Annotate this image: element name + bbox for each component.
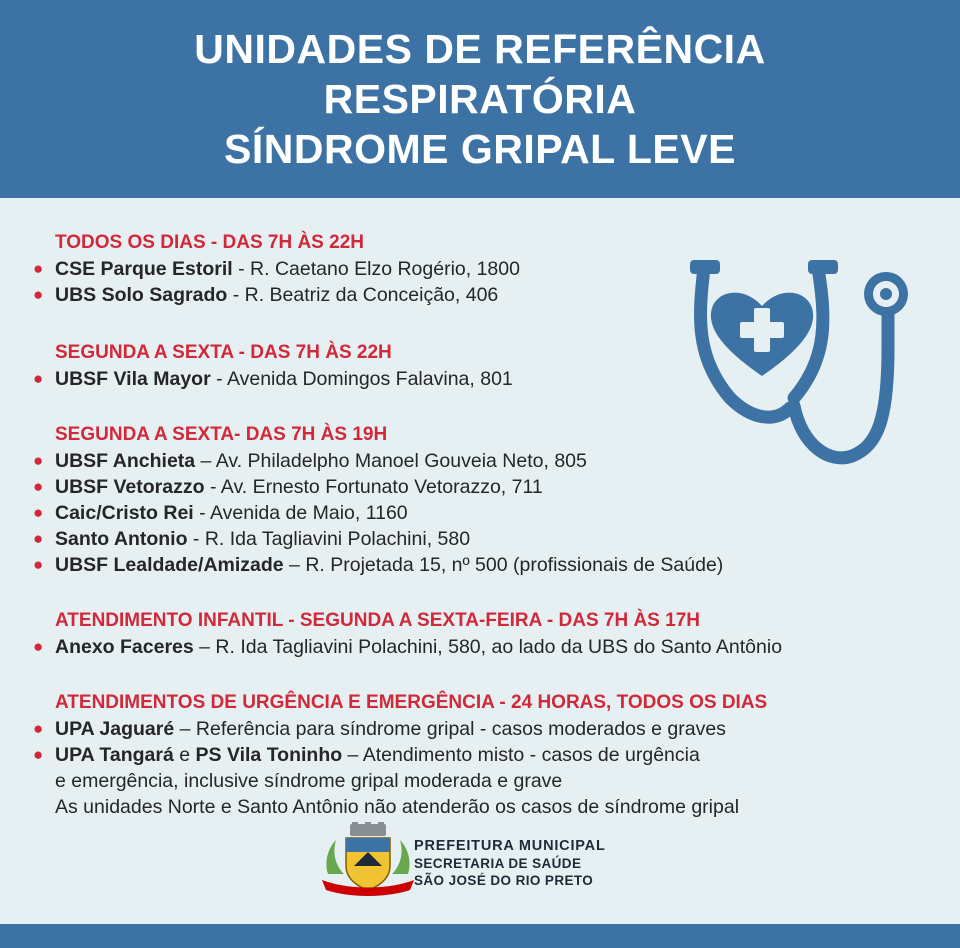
unit-address: – R. Projetada 15, nº 500 (profissionais de Saúde) — [283, 554, 724, 576]
footer-line-1: PREFEITURA MUNICIPAL — [414, 838, 606, 854]
section-atendimento-infantil — [32, 608, 932, 660]
bullet-icon: ● — [33, 259, 44, 278]
unit-address: – Atendimento misto - casos de urgência — [342, 744, 700, 766]
unit-name: Santo Antonio — [55, 528, 188, 550]
footer-line-2: SECRETARIA DE SAÚDE — [414, 856, 582, 871]
bullet-icon: ● — [33, 555, 44, 574]
bullet-icon: ● — [33, 637, 44, 656]
section-heading: SEGUNDA A SEXTA- DAS 7H ÀS 19H — [55, 424, 388, 445]
unit-name: CSE Parque Estoril — [55, 258, 233, 280]
unit-address: - R. Beatriz da Conceição, 406 — [227, 284, 499, 306]
item-continuation: e emergência, inclusive síndrome gripal moderada e grave — [55, 770, 563, 792]
unit-address: – Av. Philadelpho Manoel Gouveia Neto, 805 — [195, 450, 587, 472]
unit-name: UBSF Anchieta — [55, 450, 196, 472]
list-item — [32, 500, 932, 526]
unit-name: Anexo Faceres — [55, 636, 194, 658]
title-line-2: RESPIRATÓRIA — [323, 76, 637, 122]
section-heading: ATENDIMENTO INFANTIL - SEGUNDA A SEXTA-FEIRA - DAS 7H ÀS 17H — [55, 610, 700, 631]
bullet-icon: ● — [33, 369, 44, 388]
unit-name: Caic/Cristo Rei — [55, 502, 194, 524]
unit-name: PS Vila Toninho — [195, 744, 343, 766]
bottom-bar — [0, 924, 960, 948]
list-item — [32, 474, 932, 500]
bullet-icon: ● — [33, 529, 44, 548]
unit-address: - R. Caetano Elzo Rogério, 1800 — [232, 258, 520, 280]
list-item — [32, 634, 932, 660]
footer-institution — [414, 838, 606, 889]
header-banner — [0, 0, 960, 198]
unit-name: UBSF Vetorazzo — [55, 476, 205, 498]
unit-address: - Avenida Domingos Falavina, 801 — [210, 368, 513, 390]
unit-name: UBS Solo Sagrado — [55, 284, 228, 306]
unit-address: – R. Ida Tagliavini Polachini, 580, ao lado da UBS do Santo Antônio — [193, 636, 783, 658]
bullet-icon: ● — [33, 503, 44, 522]
stethoscope-heart-icon — [690, 258, 920, 470]
note-text: As unidades Norte e Santo Antônio não atenderão os casos de síndrome gripal — [55, 796, 740, 818]
title-line-3: SÍNDROME GRIPAL LEVE — [224, 126, 736, 172]
footer-line-3: SÃO JOSÉ DO RIO PRETO — [414, 873, 594, 888]
unit-name: UBSF Lealdade/Amizade — [55, 554, 284, 576]
unit-name: UPA Tangará — [55, 744, 174, 766]
list-item — [32, 716, 932, 742]
unit-address: - Av. Ernesto Fortunato Vetorazzo, 711 — [204, 476, 543, 498]
unit-name: UBSF Vila Mayor — [55, 368, 211, 390]
bullet-icon: ● — [33, 285, 44, 304]
municipal-coat-of-arms-icon — [318, 822, 418, 900]
section-heading: ATENDIMENTOS DE URGÊNCIA E EMERGÊNCIA - 24 HORAS, TODOS OS DIAS — [55, 692, 768, 713]
section-heading: SEGUNDA A SEXTA - DAS 7H ÀS 22H — [55, 342, 392, 363]
bullet-icon: ● — [33, 745, 44, 764]
unit-address: – Referência para síndrome gripal - casos moderados e graves — [174, 718, 726, 740]
bullet-icon: ● — [33, 451, 44, 470]
list-item — [32, 742, 932, 768]
bullet-icon: ● — [33, 719, 44, 738]
list-item — [32, 552, 932, 578]
unit-address: - Avenida de Maio, 1160 — [193, 502, 408, 524]
joiner-text: e — [173, 744, 196, 766]
unit-name: UPA Jaguaré — [55, 718, 175, 740]
section-heading: TODOS OS DIAS - DAS 7H ÀS 22H — [55, 232, 364, 253]
bullet-icon: ● — [33, 477, 44, 496]
list-item — [32, 526, 932, 552]
unit-address: - R. Ida Tagliavini Polachini, 580 — [187, 528, 471, 550]
title-line-1: UNIDADES DE REFERÊNCIA — [194, 26, 766, 72]
section-urgencia-emergencia — [32, 690, 932, 820]
